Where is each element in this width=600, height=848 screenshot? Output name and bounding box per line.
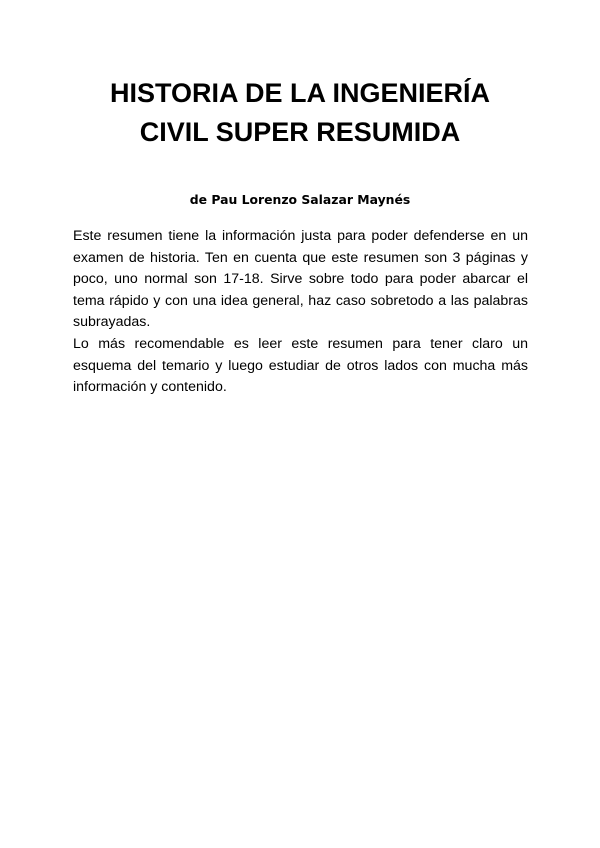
author-byline: de Pau Lorenzo Salazar Maynés [189, 192, 411, 207]
intro-paragraph: Este resumen tiene la información justa para poder defenderse en un examen de historia. Ten en cuenta que este resumen son 3 páginas y poco, uno normal son 17-18. Sirve sobre todo para poder abarcar el tema rápido y con una idea general, haz caso sobretodo a las palabras subrayadas. [73, 228, 528, 331]
document-title-line-2: CIVIL SUPER RESUMIDA [139, 117, 461, 147]
document-title-line-1: HISTORIA DE LA INGENIERÍA [109, 78, 491, 108]
recommendation-paragraph: Lo más recomendable es leer este resumen para tener claro un esquema del temario y luego estudiar de otros lados con mucha más información y contenido. [73, 335, 528, 396]
document-body [73, 226, 528, 399]
